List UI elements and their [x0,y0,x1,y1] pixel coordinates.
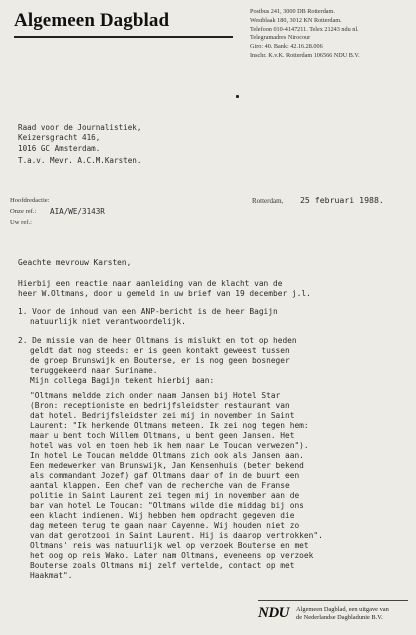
quote-line: Haakmat". [30,571,73,580]
footer-line: Algemeen Dagblad, een uitgave van [296,606,389,613]
point-1-line: natuurlijk niet verantwoordelijk. [30,317,186,326]
quote-line: Laurent: "Ik herkende Oltmans meteen. Ik zei nog tegen hem: [30,421,309,430]
quote-line: hotel was vol en toen heb ik hem naar Le Toucan verwezen"). [30,441,309,450]
quote-line: het oog op reis Wako. Later nam Oltmans, eveneens op verzoek [30,551,314,560]
address-line: Inschr. K.v.K. Rotterdam 106566 NDU B.V. [250,51,360,59]
letter-city: Rotterdam, [252,197,284,205]
quote-line: In hotel Le Toucan meldde Oltmans zich ook als Jansen aan. [30,451,304,460]
address-line: Telefoon 010-4147211. Telex 21243 ndu nl. [250,25,359,33]
ons-kenmerk-label: Onze ref.: [10,208,37,215]
address-line: Giro: 40. Bank: 42.16.28.006 [250,43,323,51]
point-2-line: de groep Brunswijk en Bouterse, er is nog geen bosneger [30,356,290,365]
letter-date: 25 februari 1988. [300,195,384,205]
point-1-line: 1. Voor de inhoud van een ANP-bericht is de heer Bagijn [18,307,278,316]
quote-line: dag meteen terug te gaan naar Cayenne. Wij houden niet zo [30,521,300,530]
quote-line: een klacht indienen. Wij hebben hem opdracht gegeven die [30,511,295,520]
quote-line: aantal klappen. Een chef van de recherche van de Franse [30,481,290,490]
quote-line: Een medewerker van Brunswijk, Jan Kensenhuis (beter bekend [30,461,304,470]
recipient-line: Keizersgracht 416, [18,133,101,143]
recipient-line: Raad voor de Journalistiek, [18,123,142,132]
body-line: heer W.Oltmans, door u gemeld in uw brief van 19 december j.l. [18,289,311,298]
quote-line: "Oltmans meldde zich onder naam Jansen bij Hotel Star [30,391,281,400]
uw-kenmerk-label: Uw ref.: [10,219,32,226]
newspaper-masthead: Algemeen Dagblad [14,10,170,31]
quote-line: als commandant Jozef) gaf Oltmans daar of in de buurt een [30,471,300,480]
quote-line: Oltmans' reis was natuurlijk wel op verzoek Bouterse en met [30,541,309,550]
footer-line: de Nederlandse Dagbladunie B.V. [296,614,383,622]
quote-line: dat hotel. Bedrijfsleidster zei mij in november in Saint [30,411,295,420]
point-2-line: 2. De missie van de heer Oltmans is mislukt en tot op heden [18,336,297,345]
quote-line: Bouterse zoals Oltmans mij zelf vertelde, contact op met [30,561,295,570]
letterhead-address [250,8,416,61]
body-line: Hierbij een reactie naar aanleiding van de klacht van de [18,279,283,288]
quote-line: (Bron: receptioniste en bedrijfsleidster restaurant van [30,401,290,410]
point-2-line: Mijn collega Bagijn tekent hierbij aan: [30,376,215,385]
footer-publisher [296,606,389,623]
address-line: Postbus 241, 3000 DB Rotterdam. [250,8,335,15]
ink-mark [236,95,239,98]
footer-rule [258,600,408,601]
salutation: Geachte mevrouw Karsten, [18,258,132,267]
recipient-address [18,123,141,167]
point-2-line: geldt dat nog steeds: er is geen kontakt geweest tussen [30,346,290,355]
quote-line: van dat gerotzooi in Saint Laurent. Hij is daarop vertrokken". [30,531,323,540]
quote-line: bar van hotel Le Toucan: "Oltmans wilde die middag bij ons [30,501,304,510]
quote-line: maar u bent toch Willem Oltmans, u bent geen Jansen. Het [30,431,295,440]
ons-kenmerk-value: AIA/WE/3143R [50,207,105,216]
point-2-line: teruggekeerd naar Suriname. [30,366,158,375]
quote-line: politie in Saint Laurent zei tegen mij in november aan de [30,491,300,500]
hoofdredactie-label: Hoofdredactie: [10,197,50,204]
masthead-rule [14,36,233,38]
address-line: Telegramadres Nirocour [250,34,311,42]
address-line: Westblaak 180, 3012 KN Rotterdam. [250,16,342,24]
recipient-line: 1016 GC Amsterdam. [18,143,101,153]
ndu-logo: NDU [258,605,289,621]
recipient-line: T.a.v. Mevr. A.C.M.Karsten. [18,156,142,166]
